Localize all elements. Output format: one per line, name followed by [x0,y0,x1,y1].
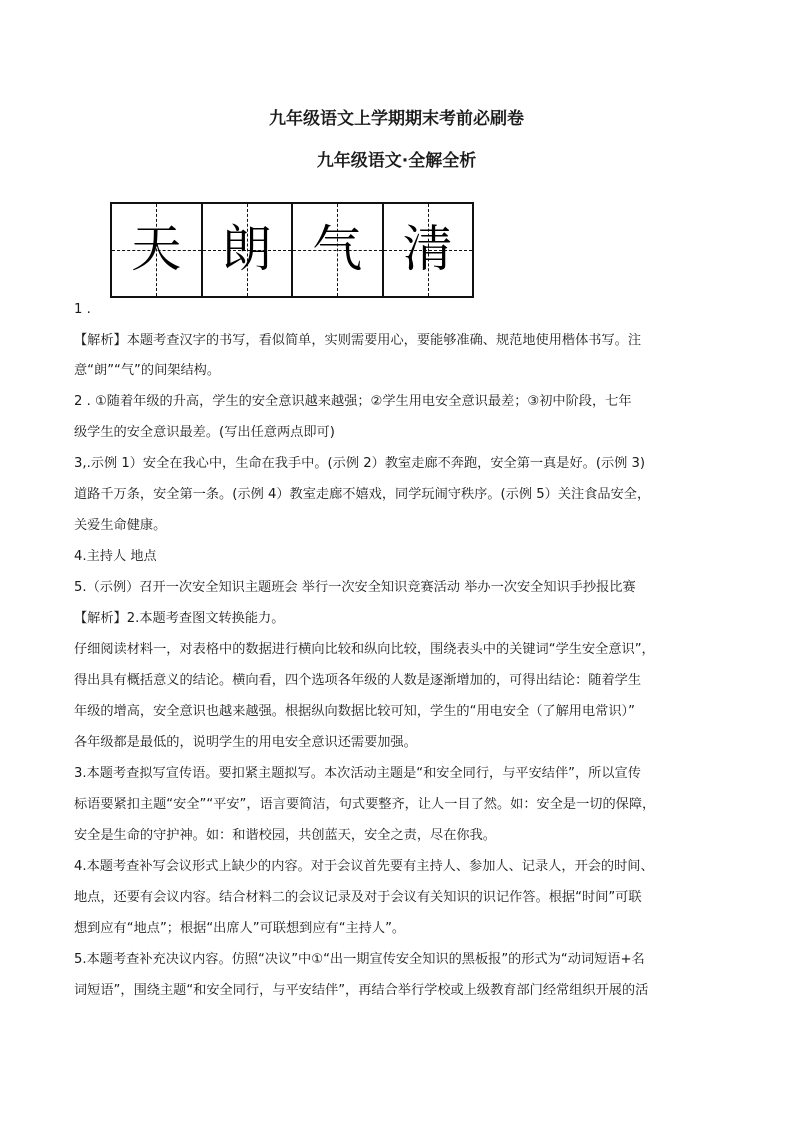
answer-line: 5.（示例）召开一次安全知识主题班会 举行一次安全知识竞赛活动 举办一次安全知识手抄报比赛 [74,580,636,595]
analysis-line: 仔细阅读材料一，对表格中的数据进行横向比较和纵向比较，围绕表头中的关键词“学生安全意识”， [74,642,655,657]
grid-cell [293,204,384,296]
grid-character: 天 [131,220,182,278]
analysis-line: 年级的增高，安全意识也越来越强。根据纵向数据比较可知，学生的“用电安全（了解用电常识）” [74,704,635,719]
analysis-line: 想到应有“地点”；根据“出席人”可联想到应有“主持人”。 [74,921,406,936]
grid-cell [384,204,473,296]
answer-line: 2 . ①随着年级的升高，学生的安全意识越来越强；②学生用电安全意识最差；③初中阶段，七年 [74,394,632,409]
document-subtitle: 九年级语文·全解全析 [316,151,477,171]
document-title: 九年级语文上学期期末考前必刷卷 [269,109,524,129]
analysis-line: 安全是生命的守护神。如：和谐校园，共创蓝天，安全之责，尽在你我。 [74,828,496,843]
answer-line: 1 . [74,302,91,317]
character-copy-grid [110,202,474,298]
answer-line: 意“朗”“气”的间架结构。 [74,363,221,378]
analysis-line: 5.本题考查补充决议内容。仿照“决议”中①“出一期宣传安全知识的黑板报”的形式为“动词短语+名 [74,952,645,967]
analysis-line: 词短语”，围绕主题“和安全同行，与平安结伴”，再结合举行学校或上级教育部门经常组织开展的活 [74,983,649,998]
grid-character: 清 [402,220,453,278]
analysis-line: 标语要紧扣主题“安全”“平安”，语言要简洁，句式要整齐，让人一目了然。如：安全是一切的保障， [74,797,656,812]
grid-character: 朗 [221,220,272,278]
analysis-line: 【解析】2.本题考查图文转换能力。 [74,611,285,626]
analysis-line: 得出具有概括意义的结论。横向看，四个选项各年级的人数是逐渐增加的，可得出结论：随着学生 [74,673,642,688]
analysis-line: 各年级都是最低的，说明学生的用电安全意识还需要加强。 [74,735,417,750]
answer-line: 级学生的安全意识最差。(写出任意两点即可) [74,425,335,440]
grid-cell [112,204,203,296]
answer-line: 关爱生命健康。 [74,518,167,533]
analysis-line: 3.本题考查拟写宣传语。要扣紧主题拟写。本次活动主题是“和安全同行，与平安结伴”，所以宣传 [74,766,641,781]
answer-line: 道路千万条，安全第一条。(示例 4）教室走廊不嬉戏，同学玩闹守秩序。(示例 5）关注食品安全， [74,487,651,502]
analysis-line: 4.本题考查补写会议形式上缺少的内容。对于会议首先要有主持人、参加人、记录人，开会的时间、 [74,859,654,874]
answer-line: 【解析】本题考查汉字的书写，看似简单，实则需要用心，要能够准确、规范地使用楷体书写。注 [74,333,642,348]
answer-line: 3,.示例 1）安全在我心中，生命在我手中。(示例 2）教室走廊不奔跑，安全第一真是好。(示例 3) [74,456,646,471]
grid-character: 气 [312,220,363,278]
answer-line: 4.主持人 地点 [74,549,157,564]
analysis-line: 地点，还要有会议内容。结合材料二的会议记录及对于会议有关知识的识记作答。根据“时间”可联 [74,890,642,905]
grid-cell [203,204,294,296]
